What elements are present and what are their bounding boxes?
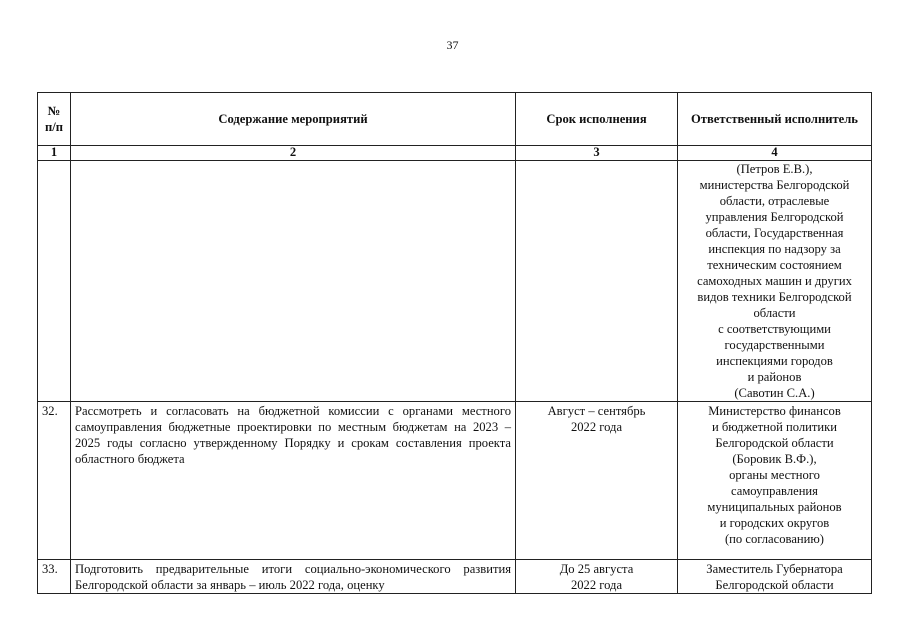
responsible-line: и городских округов [719, 516, 830, 530]
responsible-line: видов техники Белгородской [697, 290, 852, 304]
column-number: 4 [678, 146, 872, 161]
responsible-line: инспекциями городов [716, 354, 833, 368]
responsible-line: министерства Белгородской [699, 178, 850, 192]
header-content: Содержание мероприятий [71, 93, 516, 146]
column-number: 2 [71, 146, 516, 161]
deadline-line: Август – сентябрь [547, 404, 646, 418]
responsible-line: и бюджетной политики [711, 420, 838, 434]
header-responsible: Ответственный исполнитель [678, 93, 872, 146]
row-deadline-cell [516, 161, 678, 402]
responsible-line: (по согласованию) [724, 532, 824, 546]
responsible-line: управления Белгородской [705, 210, 844, 224]
row-responsible-cell [678, 161, 872, 402]
page-number: 37 [446, 38, 459, 52]
responsible-line: органы местного [729, 468, 820, 482]
responsible-line: (Петров Е.В.), [736, 162, 813, 176]
row-num-cell: 32. [38, 402, 71, 560]
responsible-line: области, отраслевые [719, 194, 830, 208]
responsible-line: Министерство финансов [708, 404, 841, 418]
row-content-cell [71, 161, 516, 402]
responsible-line: государственными [724, 338, 825, 352]
header-deadline: Срок исполнения [516, 93, 678, 146]
responsible-line: Белгородской области [715, 436, 834, 450]
row-deadline-cell [516, 402, 678, 560]
responsible-line: Заместитель Губернатора [706, 562, 843, 576]
row-content-cell: Рассмотреть и согласовать на бюджетной комиссии с органами местного самоуправления бюджетные проектировки по местным бюджетам на 2023 – 2025 годы согласно утвержденному Порядку и срокам составления проекта областного бюджета [71, 402, 516, 560]
table-row [38, 560, 872, 594]
header-num: № п/п [38, 93, 71, 146]
table-header-row [38, 93, 872, 146]
responsible-line: (Боровик В.Ф.), [732, 452, 817, 466]
column-number: 1 [38, 146, 71, 161]
row-content-cell: Подготовить предварительные итоги социально-экономического развития Белгородской области за январь – июль 2022 года, оценку [71, 560, 516, 594]
table-row [38, 402, 872, 560]
responsible-line: самоходных машин и других [697, 274, 852, 288]
deadline-line: 2022 года [570, 420, 623, 434]
deadline-line: 2022 года [570, 578, 623, 592]
responsible-line: области [753, 306, 796, 320]
responsible-line: техническим состоянием [707, 258, 842, 272]
column-number: 3 [516, 146, 678, 161]
responsible-line: муниципальных районов [707, 500, 842, 514]
responsible-line: и районов [747, 370, 802, 384]
responsible-line: области, Государственная [705, 226, 844, 240]
table-row-continuation [38, 161, 872, 402]
responsible-line: (Савотин С.А.) [734, 386, 815, 400]
row-deadline-cell [516, 560, 678, 594]
row-num-cell: 33. [38, 560, 71, 594]
responsible-line: Белгородской области [715, 578, 834, 592]
responsible-line: инспекция по надзору за [708, 242, 841, 256]
column-number-row [38, 146, 872, 161]
deadline-line: До 25 августа [559, 562, 634, 576]
responsible-line: самоуправления [731, 484, 818, 498]
events-table [37, 92, 872, 594]
row-num-cell [38, 161, 71, 402]
row-responsible-cell [678, 560, 872, 594]
responsible-line: с соответствующими [718, 322, 831, 336]
row-responsible-cell [678, 402, 872, 560]
